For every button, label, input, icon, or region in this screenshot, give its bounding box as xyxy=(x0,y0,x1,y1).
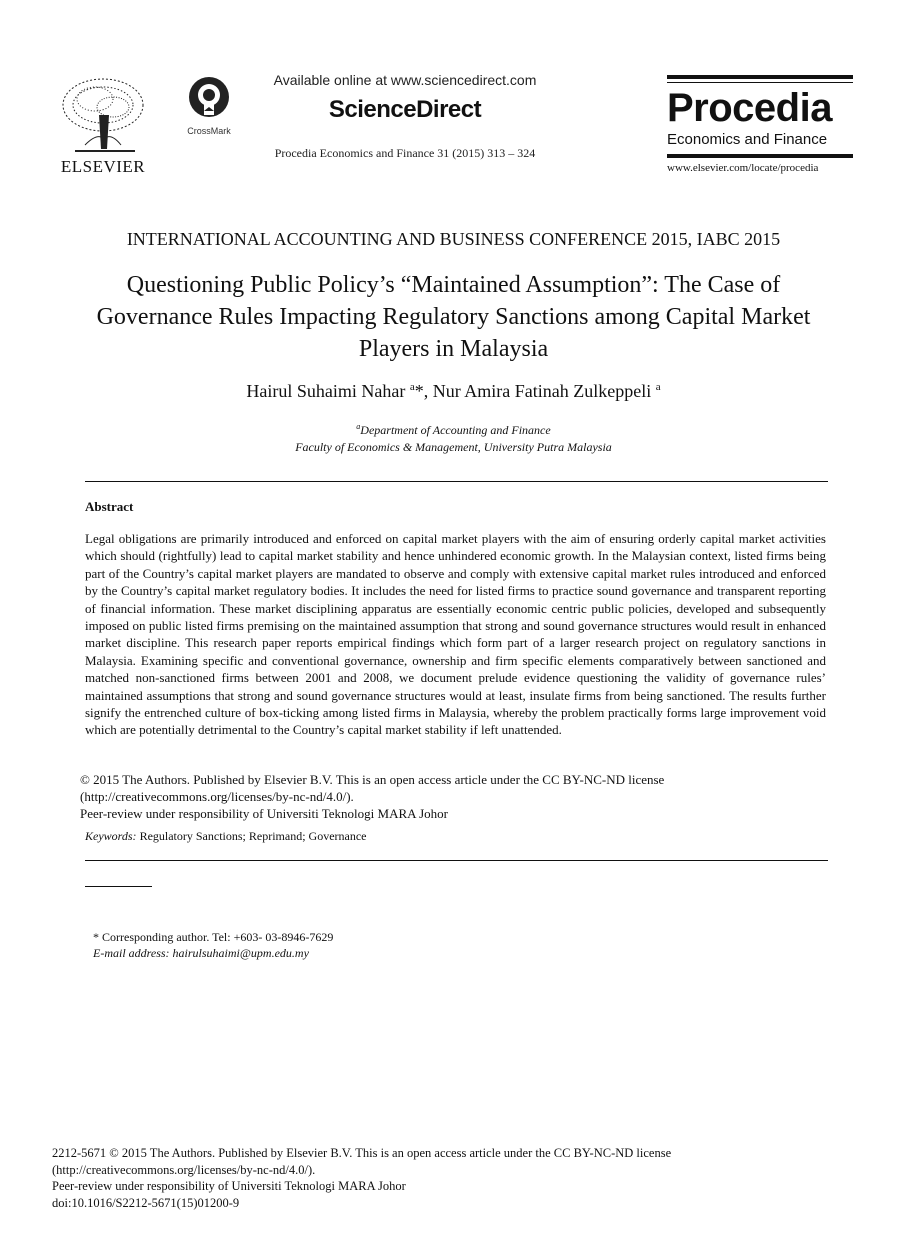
footer-peer-review: Peer-review under responsibility of Universiti Teknologi MARA Johor xyxy=(52,1179,406,1193)
author-list xyxy=(0,381,907,402)
abstract-heading: Abstract xyxy=(85,499,134,514)
divider xyxy=(667,75,853,79)
crossmark-label: CrossMark xyxy=(187,126,231,136)
author-separator: , xyxy=(423,381,433,401)
corresponding-author: * Corresponding author. Tel: +603- 03-8946-7629 xyxy=(93,930,334,944)
abstract-body: Legal obligations are primarily introduced and enforced on capital market players with the aim of ensuring orderly capital market activities which should (rightfully) lead to capital market stability and hence unhindered economic growth. In the Malaysian context, listed firms being part of the Country’s capital market players are mandated to observe and comply with extensive capital market rules introduced and enforced by the Country’s capital market regulatory bodies. It includes the need for listed firms to practice sound governance and transparent reporting of financial information. These market disciplining apparatus are essentially economic centric public policies, developed and subsequently imposed on public listed firms premising on the maintained assumption that strong and sound governance structures would result in enhanced market discipline. This research paper reports empirical findings which form part of a larger research project on regulatory sanctions in Malaysia. Examining specific and conventional governance, ownership and firm specific elements comparatively between sanctioned and matched non-sanctioned firms between 2001 and 2008, we document prelude evidence questioning the validity of governance rules’ maintained assumptions that strong and sound governance structures would at least, insulate firms from being sanctioned. The results further signify the entrenched culture of box-ticking among listed firms in Malaysia, whereby the problem practically forms large improvement void which are potentially detrimental to the Country’s capital market stability if left unattended. xyxy=(85,531,826,738)
license-link[interactable]: (http://creativecommons.org/licenses/by-nc-nd/4.0/). xyxy=(80,789,354,804)
crossmark-icon xyxy=(187,75,231,119)
footer-license-link[interactable]: (http://creativecommons.org/licenses/by-nc-nd/4.0/). xyxy=(52,1162,316,1177)
footer-copyright: 2212-5671 © 2015 The Authors. Published by Elsevier B.V. This is an open access article under the CC BY-NC-ND license xyxy=(52,1146,672,1160)
affiliation-department: Department of Accounting and Finance xyxy=(360,423,551,437)
footnote-rule xyxy=(85,886,152,887)
corresponding-marker: * xyxy=(414,381,424,401)
keywords-values: Regulatory Sanctions; Reprimand; Governance xyxy=(136,829,367,843)
author-name: Nur Amira Fatinah Zulkeppeli xyxy=(432,381,656,401)
affiliation-marker: a xyxy=(356,422,361,431)
sciencedirect-logo: ScienceDirect xyxy=(328,96,482,123)
keywords-label: Keywords: xyxy=(85,829,137,843)
available-online: Available online at www.sciencedirect.com xyxy=(273,72,537,88)
affiliation xyxy=(0,418,907,456)
procedia-subtitle: Economics and Finance xyxy=(667,131,828,148)
author-name: Hairul Suhaimi Nahar xyxy=(246,381,410,401)
footnote xyxy=(93,929,333,961)
conference-name: INTERNATIONAL ACCOUNTING AND BUSINESS CONFERENCE 2015, IABC 2015 xyxy=(126,229,781,249)
procedia-url[interactable]: www.elsevier.com/locate/procedia xyxy=(667,162,819,174)
copyright-line: © 2015 The Authors. Published by Elsevier B.V. This is an open access article under the CC BY-NC-ND license xyxy=(80,772,665,787)
procedia-title: Procedia xyxy=(667,86,832,130)
procedia-logo xyxy=(667,75,853,174)
divider xyxy=(85,860,828,861)
crossmark-badge[interactable] xyxy=(180,75,238,135)
affiliation-marker: a xyxy=(655,381,661,393)
affiliation-marker: a xyxy=(409,381,415,393)
elsevier-logo xyxy=(55,75,151,175)
journal-reference: Procedia Economics and Finance 31 (2015) 313 – 324 xyxy=(274,146,536,160)
page-footer xyxy=(52,1145,852,1211)
paper-title: Questioning Public Policy’s “Maintained Assumption”: The Case of Governance Rules Impacting Regulatory Sanctions among Capital Market Players in Malaysia xyxy=(96,272,811,362)
elsevier-tree-icon xyxy=(55,75,151,155)
divider xyxy=(85,481,828,482)
peer-review-line: Peer-review under responsibility of Universiti Teknologi MARA Johor xyxy=(80,806,448,821)
email-label: E-mail address: xyxy=(93,946,170,960)
affiliation-faculty: Faculty of Economics & Management, University Putra Malaysia xyxy=(295,440,612,454)
journal-header xyxy=(255,72,555,161)
divider xyxy=(667,82,853,83)
publisher-name: ELSEVIER xyxy=(60,157,146,176)
doi[interactable]: doi:10.1016/S2212-5671(15)01200-9 xyxy=(52,1195,240,1210)
copyright-notice xyxy=(80,771,780,822)
keywords xyxy=(85,829,367,844)
divider xyxy=(667,154,853,158)
email-address[interactable]: hairulsuhaimi@upm.edu.my xyxy=(169,946,309,960)
